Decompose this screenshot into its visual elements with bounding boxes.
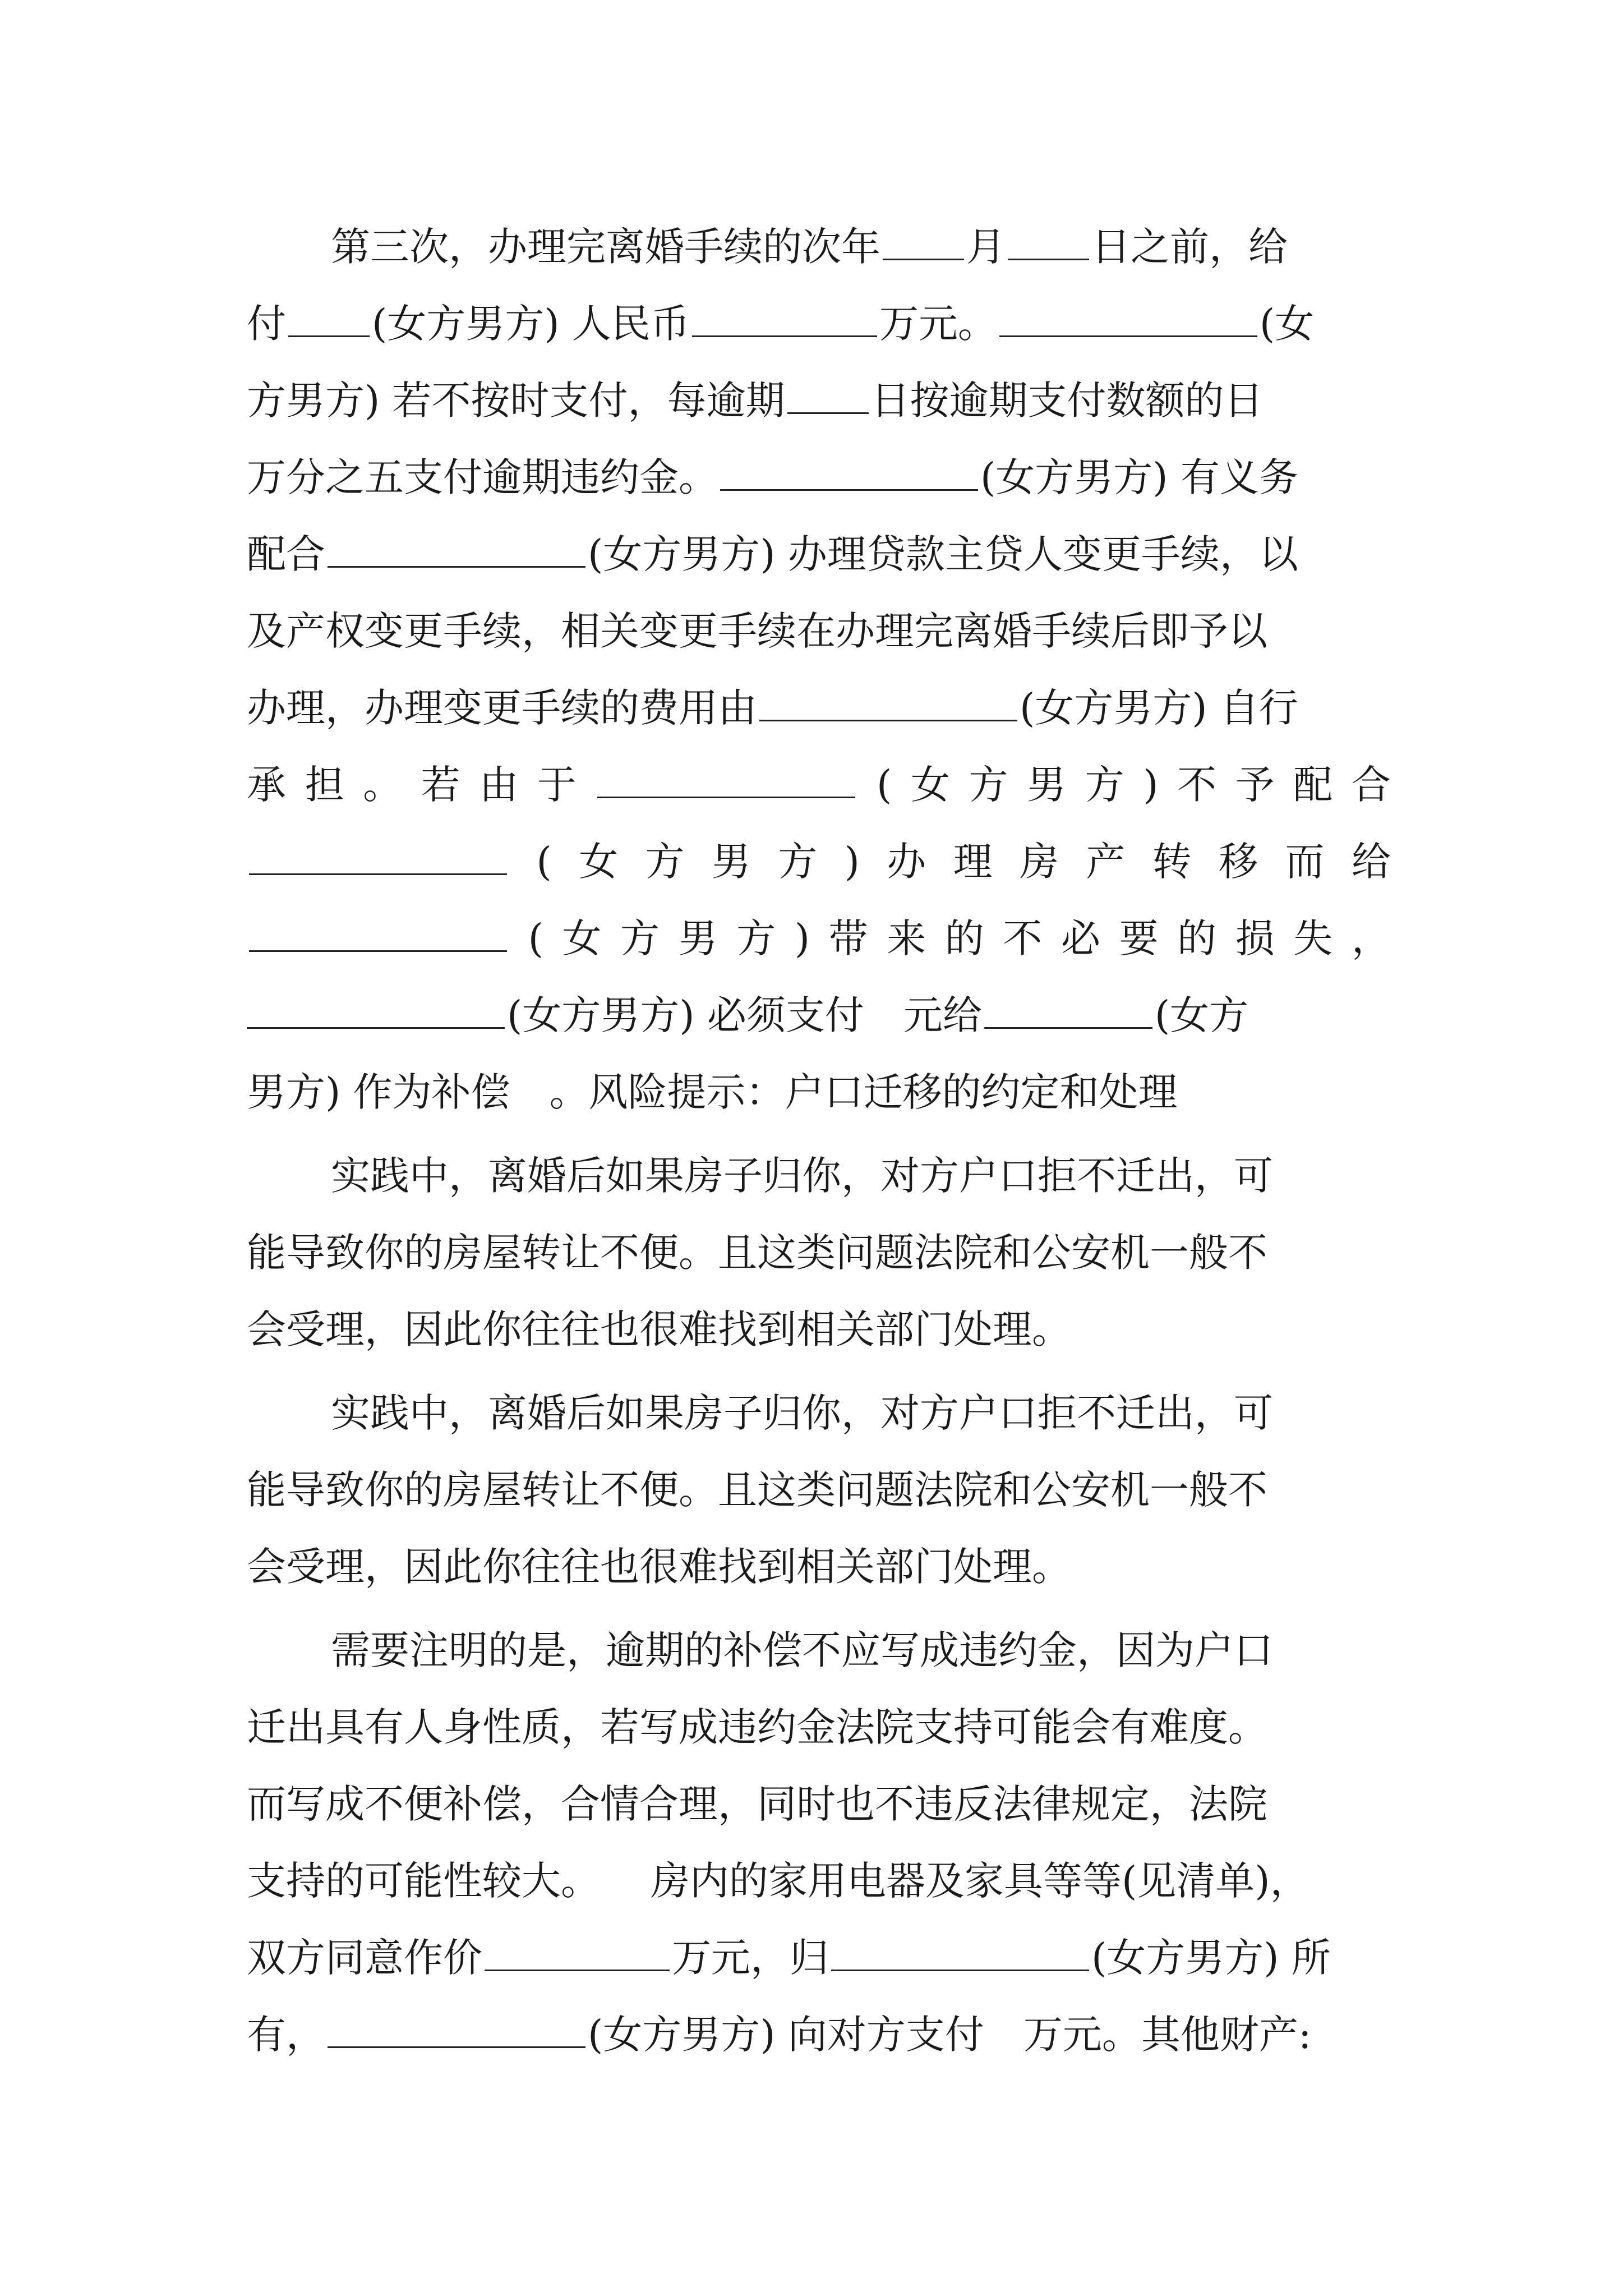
- blank-party: [720, 458, 978, 491]
- text-line: 双方同意作价 万元，归 (女方男方) 所: [247, 1935, 1331, 1981]
- text-line: 配合 (女方男方) 办理贷款主贷人变更手续，以: [247, 531, 1298, 577]
- text-line: 支持的可能性较大。 房内的家用电器及家具等等(见清单)，: [247, 1858, 1310, 1904]
- text-line: 付 (女方男方) 人民币 万元。 (女: [247, 301, 1315, 347]
- text-line: 有， (女方男方) 向对方支付 万元。其他财产:: [247, 2012, 1312, 2058]
- paragraph-compensation-note: [247, 1612, 1391, 2073]
- text-line: 会受理，因此你往往也很难找到相关部门处理。: [247, 1306, 1071, 1352]
- text-line: 而写成不便补偿，合情合理，同时也不违反法律规定，法院: [247, 1781, 1267, 1827]
- text-line: 能导致你的房屋转让不便。且这类问题法院和公安机一般不: [247, 1467, 1267, 1513]
- paragraph-practice-note: [247, 1138, 1391, 1368]
- text-line: (女方男方) 必须支付 元给 (女方: [247, 977, 1391, 1054]
- blank-days: [787, 381, 869, 414]
- text-line: 迁出具有人身性质，若写成违约金法院支持可能会有难度。: [247, 1704, 1267, 1750]
- text-line: 男方) 作为补偿 。风险提示：户口迁移的约定和处理: [247, 1069, 1178, 1115]
- text-line: 需要注明的是，逾期的补偿不应写成违约金，因为户口: [331, 1627, 1273, 1673]
- blank-party: [328, 535, 585, 568]
- blank-month: [883, 227, 964, 260]
- text-line-justified: ( 女 方 男 方 ) 带 来 的 不 必 要 的 损 失 ，: [247, 900, 1391, 977]
- text-line-justified: 承 担 。 若 由 于 ( 女 方 男 方 ) 不 予 配 合: [247, 762, 1391, 808]
- blank-party: [249, 919, 507, 952]
- blank-party: [249, 842, 507, 875]
- blank-day: [1008, 227, 1089, 260]
- blank-amount: [692, 304, 877, 337]
- text-line: 能导致你的房屋转让不便。且这类问题法院和公安机一般不: [247, 1230, 1267, 1276]
- blank-party: [999, 304, 1257, 337]
- text-line: 会受理，因此你往往也很难找到相关部门处理。: [247, 1544, 1071, 1590]
- blank-party: [984, 996, 1152, 1029]
- text-line: 实践中，离婚后如果房子归你，对方户口拒不迁出，可: [331, 1390, 1273, 1436]
- text-line: 第三次，办理完离婚手续的次年 月 日之前，给: [331, 224, 1288, 270]
- blank-party: [247, 996, 505, 1029]
- text-line: 万分之五支付逾期违约金。 (女方男方) 有义务: [247, 454, 1298, 500]
- document-page: [247, 209, 1391, 2073]
- blank-party: [831, 1938, 1089, 1971]
- blank-party: [328, 2015, 585, 2048]
- paragraph-practice-note-repeat: [247, 1375, 1391, 1605]
- paragraph-payment-terms: [247, 209, 1391, 1131]
- blank-amount: [485, 1938, 670, 1971]
- text-line: 实践中，离婚后如果房子归你，对方户口拒不迁出，可: [331, 1153, 1273, 1199]
- blank-party: [288, 304, 370, 337]
- text-line: 方男方) 若不按时支付，每逾期 日按逾期支付数额的日: [247, 378, 1264, 424]
- text-line: 及产权变更手续，相关变更手续在办理完离婚手续后即予以: [247, 608, 1267, 654]
- text-line-justified: ( 女 方 男 方 ) 办 理 房 产 转 移 而 给: [247, 823, 1391, 900]
- blank-party: [597, 765, 855, 798]
- blank-party: [759, 688, 1017, 721]
- text-line: 办理，办理变更手续的费用由 (女方男方) 自行: [247, 685, 1298, 731]
